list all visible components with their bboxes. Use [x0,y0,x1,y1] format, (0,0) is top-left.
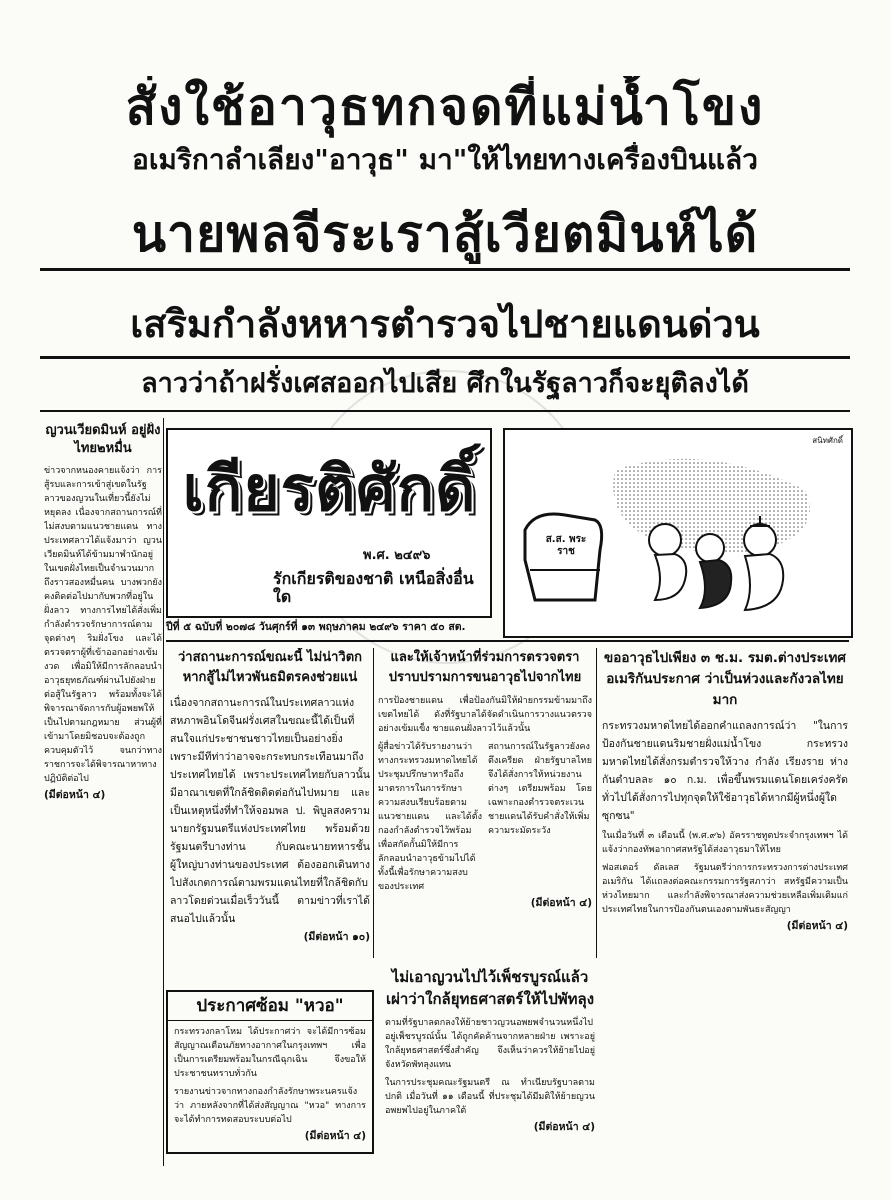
cartoon-drawing [505,430,851,636]
notice-body: กระทรวงกลาโหม ได้ประกาศว่า จะได้มีการซ้อมสัญญาณเตือนภัยทางอากาศในกรุงเทพฯ เพื่อเป็นการเตรียมพร้อมในกรณีฉุกเฉิน จึงขอให้ประชาชนทราบทั่วกัน [174,1027,366,1079]
masthead-slogan: รักเกียรติของชาติ เหนือสิ่งอื่นใด [273,569,474,606]
chair-label: ส.ส. พระราช [545,534,587,557]
continued-note: (มีต่อหน้า ๔) [786,920,848,932]
article-title: ว่าสถานะการณ์ขณะนี้ ไม่น่าวิตก หากสู้ไม่ไหวพันธมิตรคงช่วยแน่ [177,650,363,685]
article-border-patrol [378,648,592,958]
issue-line: ปีที่ ๕ ฉบับที่ ๒๐๗๘ วันศุกร์ที่ ๑๓ พฤษภาคม ๒๔๙๖ ราคา ๕๐ สต. [166,621,466,633]
notice-box [166,990,374,1154]
main-headline-2: นายพลจีระเราสู้เวียตมินห์ได้ [131,205,759,263]
masthead-logo: เกียรติศักดิ์ [182,452,477,525]
article-refugees [385,966,595,1156]
continued-note: (มีต่อหน้า ๔) [533,1121,595,1133]
cartoonist-signature: สนิทศักดิ์ [812,436,843,445]
notice-title: ประกาศซ้อม "หวอ" [168,992,372,1021]
continued-note: (มีต่อหน้า ๔) [304,1130,366,1142]
story-rule [166,640,849,642]
headline-rule-bottom [40,356,850,359]
article-body-2: ในเมื่อวันที่ ๓ เดือนนี้ (พ.ศ.๙๖) อัครราชทูตประจำกรุงเทพฯ ได้แจ้งว่ากองทัพอากาศสหรัฐได้ส่งอาวุธมาให้ไทย [602,831,848,855]
left-column-article [44,422,162,1164]
article-body: การป้องชายแดน เพื่อป้องกันมิให้ฝ่ายกรรมข้ามมาถึงเขตไทยได้ ดังที่รัฐบาลได้จัดดำเนินการวางแนวตรวจอย่างเข้มแข็ง ชายแดนฝั่งลาวไว้แล้วนั้น [378,696,592,734]
headline-rule-top [40,268,850,271]
article-title: ญวนเวียดมินห์ อยู่ฝั่งไทย๒หมื่น [45,423,161,456]
section-rule [40,410,850,412]
article-body-2: ผู้สื่อข่าวได้รับรายงานว่าทางกระทรวงมหาดไทยได้ประชุมปรึกษาหารือถึงมาตรการในการรักษาความสงบเรียบร้อยตามแนวชายแดน และได้ตั้งกองกำลังตำรวจไว้พร้อมเพื่อสกัดกั้นมิให้มีการลักลอบนำอาวุธข้ามไปได้ ทั้งนี้เพื่อรักษาความสงบของประเทศ [378,742,482,892]
column-divider [163,418,164,1166]
masthead-date: พ.ศ. ๒๔๙๖ [363,548,431,563]
article-title: ไม่เอาญวนไปไว้เพ็ชรบูรณ์แล้ว เผ่าว่าใกล้ยุทธศาสตร์ให้ไปพัทลุง [385,968,595,1008]
sub-headline-1: อเมริกาลำเลียง"อาวุธ" มา"ให้ไทยทางเครื่องบินแล้ว [132,143,758,176]
article-body: ตามที่รัฐบาลตกลงให้ย้ายชาวญวนอพยพจำนวนหนึ่งไปอยู่เพ็ชรบูรณ์นั้น ได้ถูกคัดค้านจากหลายฝ่าย เพราะอยู่ใกล้ยุทธศาสตร์ซึ่งสำคัญ จึงเห็นว่าควรให้ย้ายไปอยู่จังหวัดพัทลุงแทน [385,1018,595,1070]
continued-note: (มีต่อหน้า ๔) [530,897,592,909]
article-situation [170,648,370,958]
article-title: และให้เจ้าหน้าที่ร่วมการตรวจตรา ปราบปรามการขนอาวุธไปจากไทย [388,650,582,685]
sub-headline-2: เสริมกำลังหหารตำรวจไปชายแดนด่วน [130,302,760,346]
continued-note: (มีต่อหน้า ๔) [44,789,106,801]
political-cartoon [503,428,853,638]
article-body: ข่าวจากหนองคายแจ้งว่า การสู้รบและการเข้าสู่เขตในรัฐลาวของญวนในเที่ยวนี้ยังไม่หยุดลง เนื่องจากสถานการณ์ที่ไม่สงบตามแนวชายแดน ทางประเทศลาวได้แจ้งมาว่า ญวนเวียดมินห์ได้ข้ามมาพำนักอยู่ในเขตฝั่งไทยเป็นจำนวนมากถึงราวสองหมื่นคน บางพวกยังคงติดต่อไปมากับพวกที่อยู่ในฝั่งลาว ทางการไทยได้สั่งเพิ่มกำลังตำรวจรักษาการณ์ตามจุดต่างๆ ริมฝั่งโขง และได้ตรวจตราผู้ที่เข้าออกอย่างเข้มงวด เพื่อมิให้มีการลักลอบนำอาวุธยุทธภัณฑ์ผ่านไปยังฝ่ายต่อสู้ในรัฐลาว พร้อมทั้งจะได้พิจารณาจัดการกับผู้อพยพให้เป็นไปตามกฎหมาย ส่วนผู้ที่เข้ามาโดยมิชอบจะต้องถูกควบคุมตัวไว้ จนกว่าทางราชการจะได้พิจารณาหาทางปฏิบัติต่อไป [44,466,162,784]
column-divider [596,648,597,958]
article-body-3: ฟอสเตอร์ ดัลเลส รัฐมนตรีว่าการกระทรวงการต่างประเทศอเมริกัน ได้แถลงต่อคณะกรรมการรัฐสภาว่า สหรัฐมีความเป็นห่วงไทยมาก และกำลังพิจารณาส่งความช่วยเหลือเพิ่มเติมแก่ประเทศไทยในการป้องกันตนเองตามพันธะสัญญา [602,863,848,915]
notice-body-2: รายงานข่าวจากทางกองกำลังรักษาพระนครแจ้งว่า ภายหลังจากที่ได้ส่งสัญญาณ "หวอ" ทางการจะได้ทำการทดสอบระบบต่อไป [174,1087,366,1125]
article-body-3: สถานการณ์ในรัฐลาวยังคงตึงเครียด ฝ่ายรัฐบาลไทยจึงได้สั่งการให้หน่วยงานต่างๆ เตรียมพร้อม โดยเฉพาะกองตำรวจตระเวนชายแดนได้รับคำสั่งให้เพิ่มความระมัดระวัง [488,742,592,836]
article-body: เนื่องจากสถานะการณ์ในประเทศลาวแห่งสหภาพอินโดจีนฝรั่งเศสในขณะนี้ได้เป็นที่สนใจแก่ประชาชนชาวไทยเป็นอย่างยิ่ง เพราะมีทีท่าว่าอาจจะกระทบกระเทือนมาถึงประเทศไทยได้ เพราะประเทศไทยกับลาวนั้นมีอาณาเขตที่ใกล้ชิดติดต่อกันไปหมาย และเป็นเหตุหนึ่งที่ทำให้จอมพล ป. พิบูลสงคราม นายกรัฐมนตรีแห่งประเทศไทย พร้อมด้วยรัฐมนตรีบางท่าน กับคณะนายทหารชั้นผู้ใหญ่บางท่านของประเทศ ต้องออกเดินทางไปสังเกตการณ์ตามพรมแดนไทยที่ใกล้ชิดกับลาวโดยด่วนเมื่อเร็ววันนี้ ตามข่าวที่เราได้สนอไปแล้วนั้น [170,697,370,925]
column-divider [373,648,374,958]
article-subcolumns [378,740,592,894]
masthead [166,428,492,618]
continued-note: (มีต่อหน้า ๑๐) [303,931,370,943]
main-headline: สั่งใช้อาวุธทกจดที่แม่น้ำโขง [125,78,765,136]
article-body: กระทรวงมหาดไทยได้ออกคำแถลงการณ์ว่า "ในการป้องกันชายแดนริมชายฝั่งแม่น้ำโขง กระทรวงมหาดไทยได้สั่งกรมตำรวจให้วาง กำลัง เรียงราย ห่างกันตำบลละ ๑๐ ก.ม. เพื่อขึ้นพรมแดนโดยเคร่งครัดทั่วไปได้สั่งการไปทุกจุดให้ใช้อาวุธได้หากมีผู้หนึ่งผู้ใดซุกซน" [602,720,848,822]
article-us-weapons [602,648,848,1156]
article-title: ขออาวุธไปเพียง ๓ ช.ม. รมต.ต่างประเทศอเมริกันประกาศ ว่าเป็นห่วงและกังวลไทยมาก [603,650,846,708]
sub-headline-3: ลาวว่าถ้าฝรั่งเศสออกไปเสีย ศึกในรัฐลาวก็จะยุติลงได้ [141,368,749,399]
article-body-2: ในการประชุมคณะรัฐมนตรี ณ ทำเนียบรัฐบาลตามปกติ เมื่อวันที่ ๑๑ เดือนนี้ ที่ประชุมได้มีมติให้ย้ายญวนอพยพไปอยู่ในภาคใต้ [385,1078,595,1116]
